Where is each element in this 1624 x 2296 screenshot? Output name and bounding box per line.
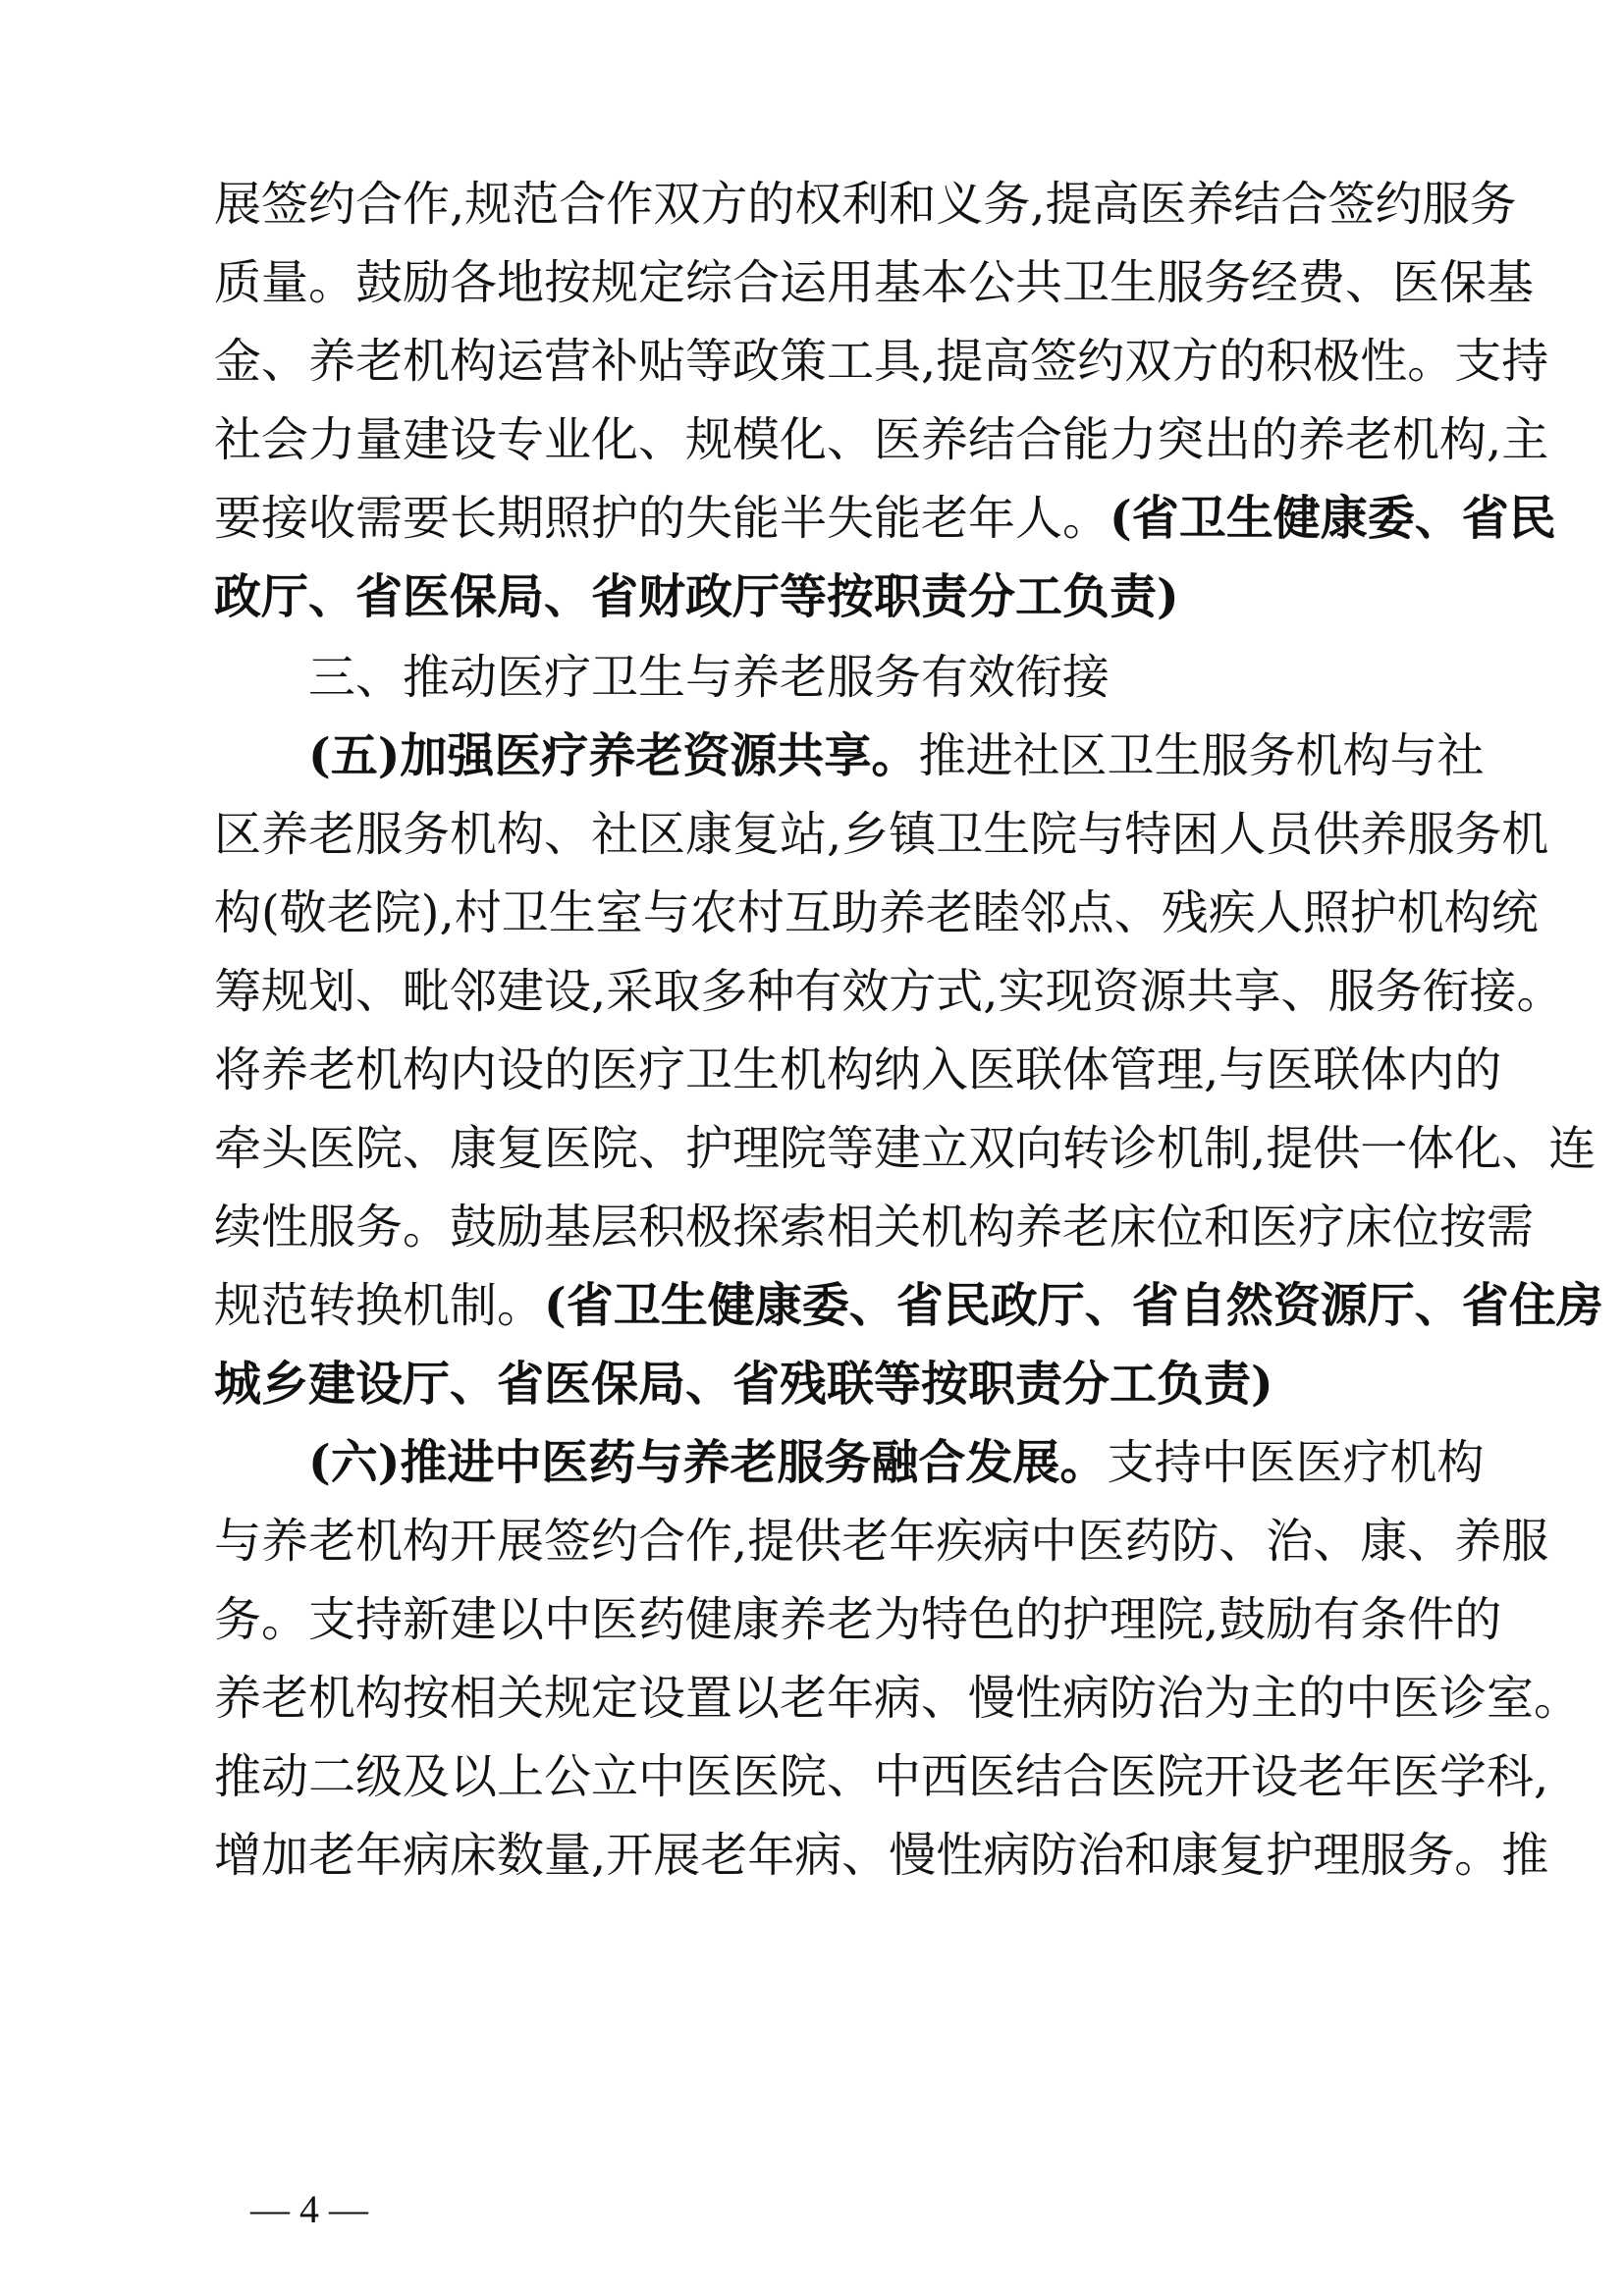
text-line: 构(敬老院),村卫生室与农村互助养老睦邻点、残疾人照护机构统: [214, 885, 1539, 940]
text-line: 筹规划、毗邻建设,采取多种有效方式,实现资源共享、服务衔接。: [214, 964, 1564, 1019]
text-line: 展签约合作,规范合作双方的权利和义务,提高医养结合签约服务: [214, 177, 1517, 232]
section-heading: 三、推动医疗卫生与养老服务有效衔接: [308, 650, 1110, 705]
text-line: 金、养老机构运营补贴等政策工具,提高签约双方的积极性。支持: [214, 334, 1549, 389]
text-line: 区养老服务机构、社区康复站,乡镇卫生院与特困人员供养服务机: [214, 807, 1549, 862]
text-line: 养老机构按相关规定设置以老年病、慢性病防治为主的中医诊室。: [214, 1671, 1582, 1726]
responsibility-note: (省卫生健康委、省民政厅、省自然资源厅、省住房: [544, 1278, 1603, 1333]
text-line: 牵头医院、康复医院、护理院等建立双向转诊机制,提供一体化、连: [214, 1121, 1597, 1176]
text-line: [214, 1276, 1603, 1335]
subsection-title: (五)加强医疗养老资源共享。: [308, 728, 919, 783]
text-line: 推动二级及以上公立中医医院、中西医结合医院开设老年医学科,: [214, 1749, 1549, 1804]
text-line: 社会力量建设专业化、规模化、医养结合能力突出的养老机构,主: [214, 412, 1549, 467]
responsibility-note: 城乡建设厅、省医保局、省残联等按职责分工负责): [214, 1357, 1273, 1412]
text-span: 推进社区卫生服务机构与社: [918, 728, 1485, 783]
page-number: — 4 —: [250, 2187, 368, 2231]
text-line: 增加老年病床数量,开展老年病、慢性病防治和康复护理服务。推: [214, 1828, 1549, 1883]
text-line: [308, 726, 1485, 785]
text-line: [214, 489, 1556, 548]
responsibility-note: (省卫生健康委、省民: [1110, 491, 1556, 546]
text-span: 支持中医医疗机构: [1107, 1435, 1485, 1490]
text-line: 与养老机构开展签约合作,提供老年疾病中医药防、治、康、养服: [214, 1514, 1549, 1569]
responsibility-note: 政厅、省医保局、省财政厅等按职责分工负责): [214, 569, 1179, 624]
text-line: 将养老机构内设的医疗卫生机构纳入医联体管理,与医联体内的: [214, 1042, 1502, 1097]
text-span: 规范转换机制。: [214, 1278, 545, 1333]
text-line: 质量。鼓励各地按规定综合运用基本公共卫生服务经费、医保基: [214, 255, 1535, 310]
text-line: 续性服务。鼓励基层积极探索相关机构养老床位和医疗床位按需: [214, 1200, 1535, 1255]
text-span: 要接收需要长期照护的失能半失能老年人。: [214, 491, 1110, 546]
text-line: 务。支持新建以中医药健康养老为特色的护理院,鼓励有条件的: [214, 1592, 1502, 1647]
subsection-title: (六)推进中医药与养老服务融合发展。: [308, 1435, 1108, 1490]
text-line: [308, 1433, 1485, 1492]
